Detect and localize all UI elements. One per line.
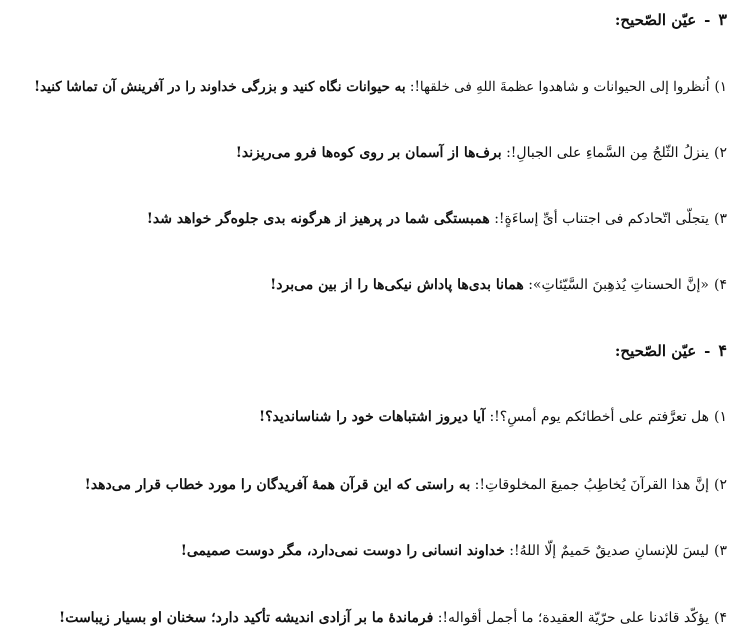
option-number: ۳) [714, 211, 727, 227]
option-persian: همانا بدی‌ها پاداش نیکی‌ها را از بین می‌برد! [270, 277, 524, 293]
option-persian: خداوند انسانی را دوست نمی‌دارد، مگر دوست صمیمی! [180, 543, 505, 559]
option-number: ۱) [714, 79, 727, 95]
question-3-option-2[interactable] [236, 143, 727, 163]
option-arabic: یؤکّد قائدنا علی حرّیّة العقیدة؛ ما أجمل أقواله!: [437, 610, 709, 626]
question-number: ۴ [718, 341, 727, 360]
option-arabic: «إنَّ الحسناتِ یُذهِبنَ السَّیّئاتِ»: [528, 277, 709, 293]
option-number: ۴) [714, 277, 727, 293]
option-persian: آیا دیروز اشتباهات خود را شناساندید؟! [258, 409, 485, 425]
option-persian: همبستگی شما در پرهیز از هرگونه بدی جلوه‌گر خواهد شد! [146, 211, 490, 227]
question-instruction: عیّن الصّحیح: [614, 342, 697, 360]
option-persian: فرماندهٔ ما بر آزادی اندیشه تأکید دارد؛ سخنان او بسیار زیباست! [59, 610, 434, 626]
option-number: ۱) [714, 409, 727, 425]
question-3-option-4[interactable] [270, 275, 727, 295]
option-arabic: یتجلّی اتّحادکم فی اجتناب أیِّ إساءَةٍ!: [494, 211, 709, 227]
option-number: ۴) [714, 610, 727, 626]
option-arabic: لیسَ للإنسانِ صدیقٌ حَمیمٌ إلّا اللهُ!: [509, 543, 709, 559]
question-3-option-1[interactable] [34, 77, 727, 97]
question-dash: - [704, 11, 711, 29]
option-number: ۳) [714, 543, 727, 559]
option-arabic: هل تعرَّفتم علی أخطائکم یوم أمسِ؟!: [489, 409, 709, 425]
question-dash: - [704, 342, 711, 360]
question-4-header [615, 341, 727, 360]
option-arabic: ینزلُ الثّلجُ مِن السَّماءِ علی الجبالِ!: [506, 145, 709, 161]
option-number: ۲) [714, 145, 727, 161]
option-arabic: اُنظروا إلی الحیوانات و شاهدوا عظمةَ اللهِ فی خلقها!: [409, 79, 710, 95]
option-persian: به راستی که این قرآن همهٔ آفریدگان را مورد خطاب قرار می‌دهد! [84, 477, 471, 493]
question-4-option-1[interactable] [259, 407, 727, 427]
question-3-header [615, 10, 727, 29]
question-4-option-4[interactable] [59, 608, 727, 628]
question-instruction: عیّن الصّحیح: [614, 11, 697, 29]
question-4-option-3[interactable] [181, 541, 727, 561]
option-persian: برف‌ها از آسمان بر روی کوه‌ها فرو می‌ریزند! [235, 145, 502, 161]
question-3-option-3[interactable] [147, 209, 727, 229]
option-persian: به حیوانات نگاه کنید و بزرگی خداوند را در آفرینش آن تماشا کنید! [34, 79, 406, 95]
option-arabic: إنَّ هذا القرآنَ یُخاطِبُ جمیعَ المخلوقاتِ!: [474, 477, 709, 493]
question-number: ۳ [718, 10, 727, 29]
question-4-option-2[interactable] [85, 475, 727, 495]
option-number: ۲) [714, 477, 727, 493]
